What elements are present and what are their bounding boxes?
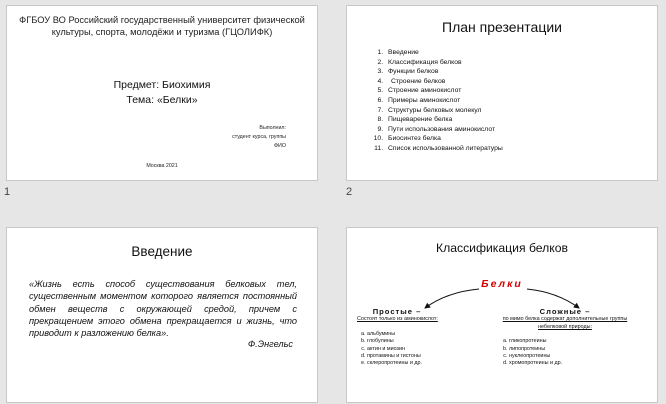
slide-thumbnail-1[interactable] bbox=[6, 5, 318, 181]
university-name: ФГБОУ ВО Российский государственный университет физической культуры, спорта, молодёжи и туризма (ГЦОЛИФК) bbox=[19, 15, 305, 37]
performer-group: студент курса, группы bbox=[232, 134, 286, 140]
slide-title: Классификация белков bbox=[435, 241, 569, 255]
plan-item: 4. Строение белков bbox=[385, 77, 503, 87]
list-item: a. альбумины bbox=[367, 331, 467, 338]
plan-list bbox=[369, 48, 503, 154]
plan-item: 7. Структуры белковых молекул bbox=[385, 106, 503, 116]
performer-block bbox=[232, 124, 286, 151]
subject-block bbox=[7, 78, 317, 108]
complex-proteins-list bbox=[499, 338, 631, 368]
plan-item: 6. Примеры аминокислот bbox=[385, 96, 503, 106]
slide-title: Введение bbox=[131, 244, 193, 259]
city-year: Москва 2021 bbox=[146, 163, 178, 169]
list-item: b. глобулины bbox=[367, 338, 467, 345]
plan-item: 2. Классификация белков bbox=[385, 58, 503, 68]
complex-proteins-heading: Сложные – bbox=[539, 307, 591, 316]
plan-item: 3. Функции белков bbox=[385, 67, 503, 77]
slide-number-1: 1 bbox=[4, 186, 11, 198]
quote-author: Ф.Энгельс bbox=[247, 339, 293, 349]
plan-item: 8. Пищеварение белка bbox=[385, 115, 503, 125]
list-item: d. протамины и гистоны bbox=[367, 353, 467, 360]
slide-number-2: 2 bbox=[346, 186, 353, 198]
performer-name: ФИО bbox=[274, 143, 286, 149]
plan-item: 9. Пути использования аминокислот bbox=[385, 125, 503, 135]
list-item: c. актин и миозин bbox=[367, 346, 467, 353]
performer-label: Выполнил: bbox=[259, 125, 286, 131]
arrow-to-complex bbox=[527, 289, 579, 308]
subject-label: Предмет: Биохимия bbox=[113, 79, 211, 91]
plan-item: 10. Биосинтез белка bbox=[385, 134, 503, 144]
simple-proteins-list bbox=[357, 331, 467, 368]
slide-thumbnail-2[interactable] bbox=[346, 5, 658, 181]
simple-proteins-heading: Простые – bbox=[372, 307, 422, 316]
plan-item: 1. Введение bbox=[385, 48, 503, 58]
list-item: b. липопротеины bbox=[509, 346, 631, 353]
list-item: d. хромопротеины и др. bbox=[509, 360, 631, 367]
slide-thumbnail-3[interactable] bbox=[6, 227, 318, 403]
list-item: c. нуклеопротеины bbox=[509, 353, 631, 360]
slide-title: План презентации bbox=[442, 19, 562, 35]
arrow-to-simple bbox=[425, 289, 479, 308]
simple-proteins-column bbox=[357, 308, 467, 368]
complex-proteins-description: по мимо белка содержат дополнительные группы небелковой природы: bbox=[502, 316, 628, 330]
complex-proteins-column bbox=[499, 308, 631, 368]
slide-thumbnail-4[interactable] bbox=[346, 227, 658, 403]
plan-item: 11. Список использованной литературы bbox=[385, 144, 503, 154]
engels-quote: «Жизнь есть способ существования белковых тел, существенным моментом которого является постоянный обмен веществ с окружающей средой, причем с прекращением этого обмена прекращается и жизнь, что приводит к разложению белка». bbox=[29, 279, 297, 339]
simple-proteins-description: Состоят только из аминокислот: bbox=[357, 316, 438, 323]
topic-label: Тема: «Белки» bbox=[126, 94, 198, 106]
plan-item: 5. Строение аминокислот bbox=[385, 86, 503, 96]
proteins-root-label: Белки bbox=[481, 278, 523, 290]
list-item: a. гликопротеины bbox=[509, 338, 631, 345]
list-item: e. склеропротеины и др. bbox=[367, 360, 467, 367]
